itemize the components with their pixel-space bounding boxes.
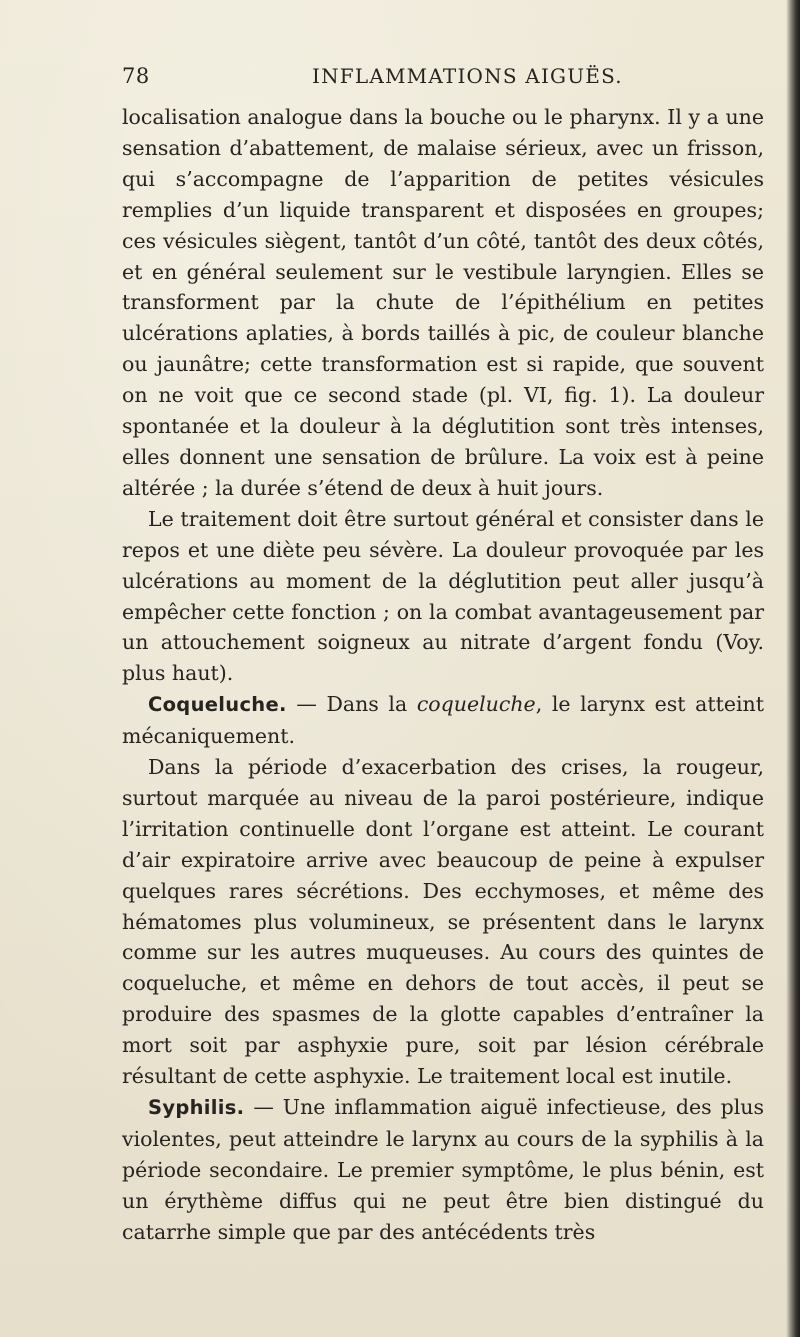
paragraph-traitement — [122, 504, 764, 689]
paragraph-text: Le traitement doit être surtout général et consister dans le repos et une diète peu sévère. La douleur provoquée par les ulcérations au moment de la déglutition peut aller jusqu’à empêcher cette fonction ; on la combat avantageusement par un attouchement soigneux au nitrate d’argent fondu (Voy. plus haut). — [122, 506, 764, 686]
italic-term: coqueluche — [416, 692, 536, 717]
running-title: INFLAMMATIONS AIGUËS. — [312, 64, 623, 88]
paragraph-text: localisation analogue dans la bouche ou le pharynx. Il y a une sensation d’abattement, de malaise sérieux, avec un frisson, qui s’accompagne de l’apparition de petites vésicules remplies d’un liquide transparent et disposées en groupes; ces vésicules siègent, tantôt d’un côté, tantôt des deux côtés, et en général seulement sur le vestibule laryngien. Elles se transforment par la chute de l’épithélium en petites ulcérations aplaties, à bords taillés à pic, de couleur blanche ou jaunâtre; cette transformation est si rapide, que souvent on ne voit que ce second stade (pl. VI, fig. 1). La douleur spontanée et la douleur à la déglutition sont très intenses, elles donnent une sensation de brûlure. La voix est à peine altérée ; la durée s’étend de deux à huit jours. — [122, 105, 764, 500]
paragraph-syphilis — [122, 1092, 764, 1248]
paragraph-text: , le larynx est atteint mécaniquement. — [122, 692, 764, 749]
paragraph-text: — Dans la — [286, 692, 417, 717]
paragraph-coqueluche — [122, 689, 764, 752]
paragraph-exacerbation — [122, 752, 764, 1092]
paragraph-text: Dans la période d’exacerbation des crises, la rougeur, surtout marquée au niveau de la paroi postérieure, indique l’irritation continuelle dont l’organe est atteint. Le courant d’air expiratoire arrive avec beaucoup de peine à expulser quelques rares sécrétions. Des ecchymoses, et même des hématomes plus volumineux, se présentent dans le larynx comme sur les autres muqueuses. Au cours des quintes de coqueluche, et même en dehors de tout accès, il peut se produire des spasmes de la glotte capables d’entraîner la mort soit par asphyxie pure, soit par lésion cérébrale résultant de cette asphyxie. Le traitement local est inutile. — [122, 755, 764, 1089]
page-edge-shadow — [786, 0, 800, 1337]
page-header — [122, 64, 762, 94]
paragraph-vesicules — [122, 102, 764, 504]
paragraph-text: — Une inflammation aiguë infectieuse, des plus violentes, peut atteindre le larynx au cours de la syphilis à la période secondaire. Le premier symptôme, le plus bénin, est un érythème diffus qui ne peut être bien distingué du catarrhe simple que par des antécédents très — [122, 1095, 764, 1244]
section-heading-coqueluche: Coqueluche. — [148, 693, 287, 717]
section-heading-syphilis: Syphilis. — [148, 1096, 245, 1119]
page-number: 78 — [122, 64, 150, 88]
body-text — [122, 102, 764, 1248]
